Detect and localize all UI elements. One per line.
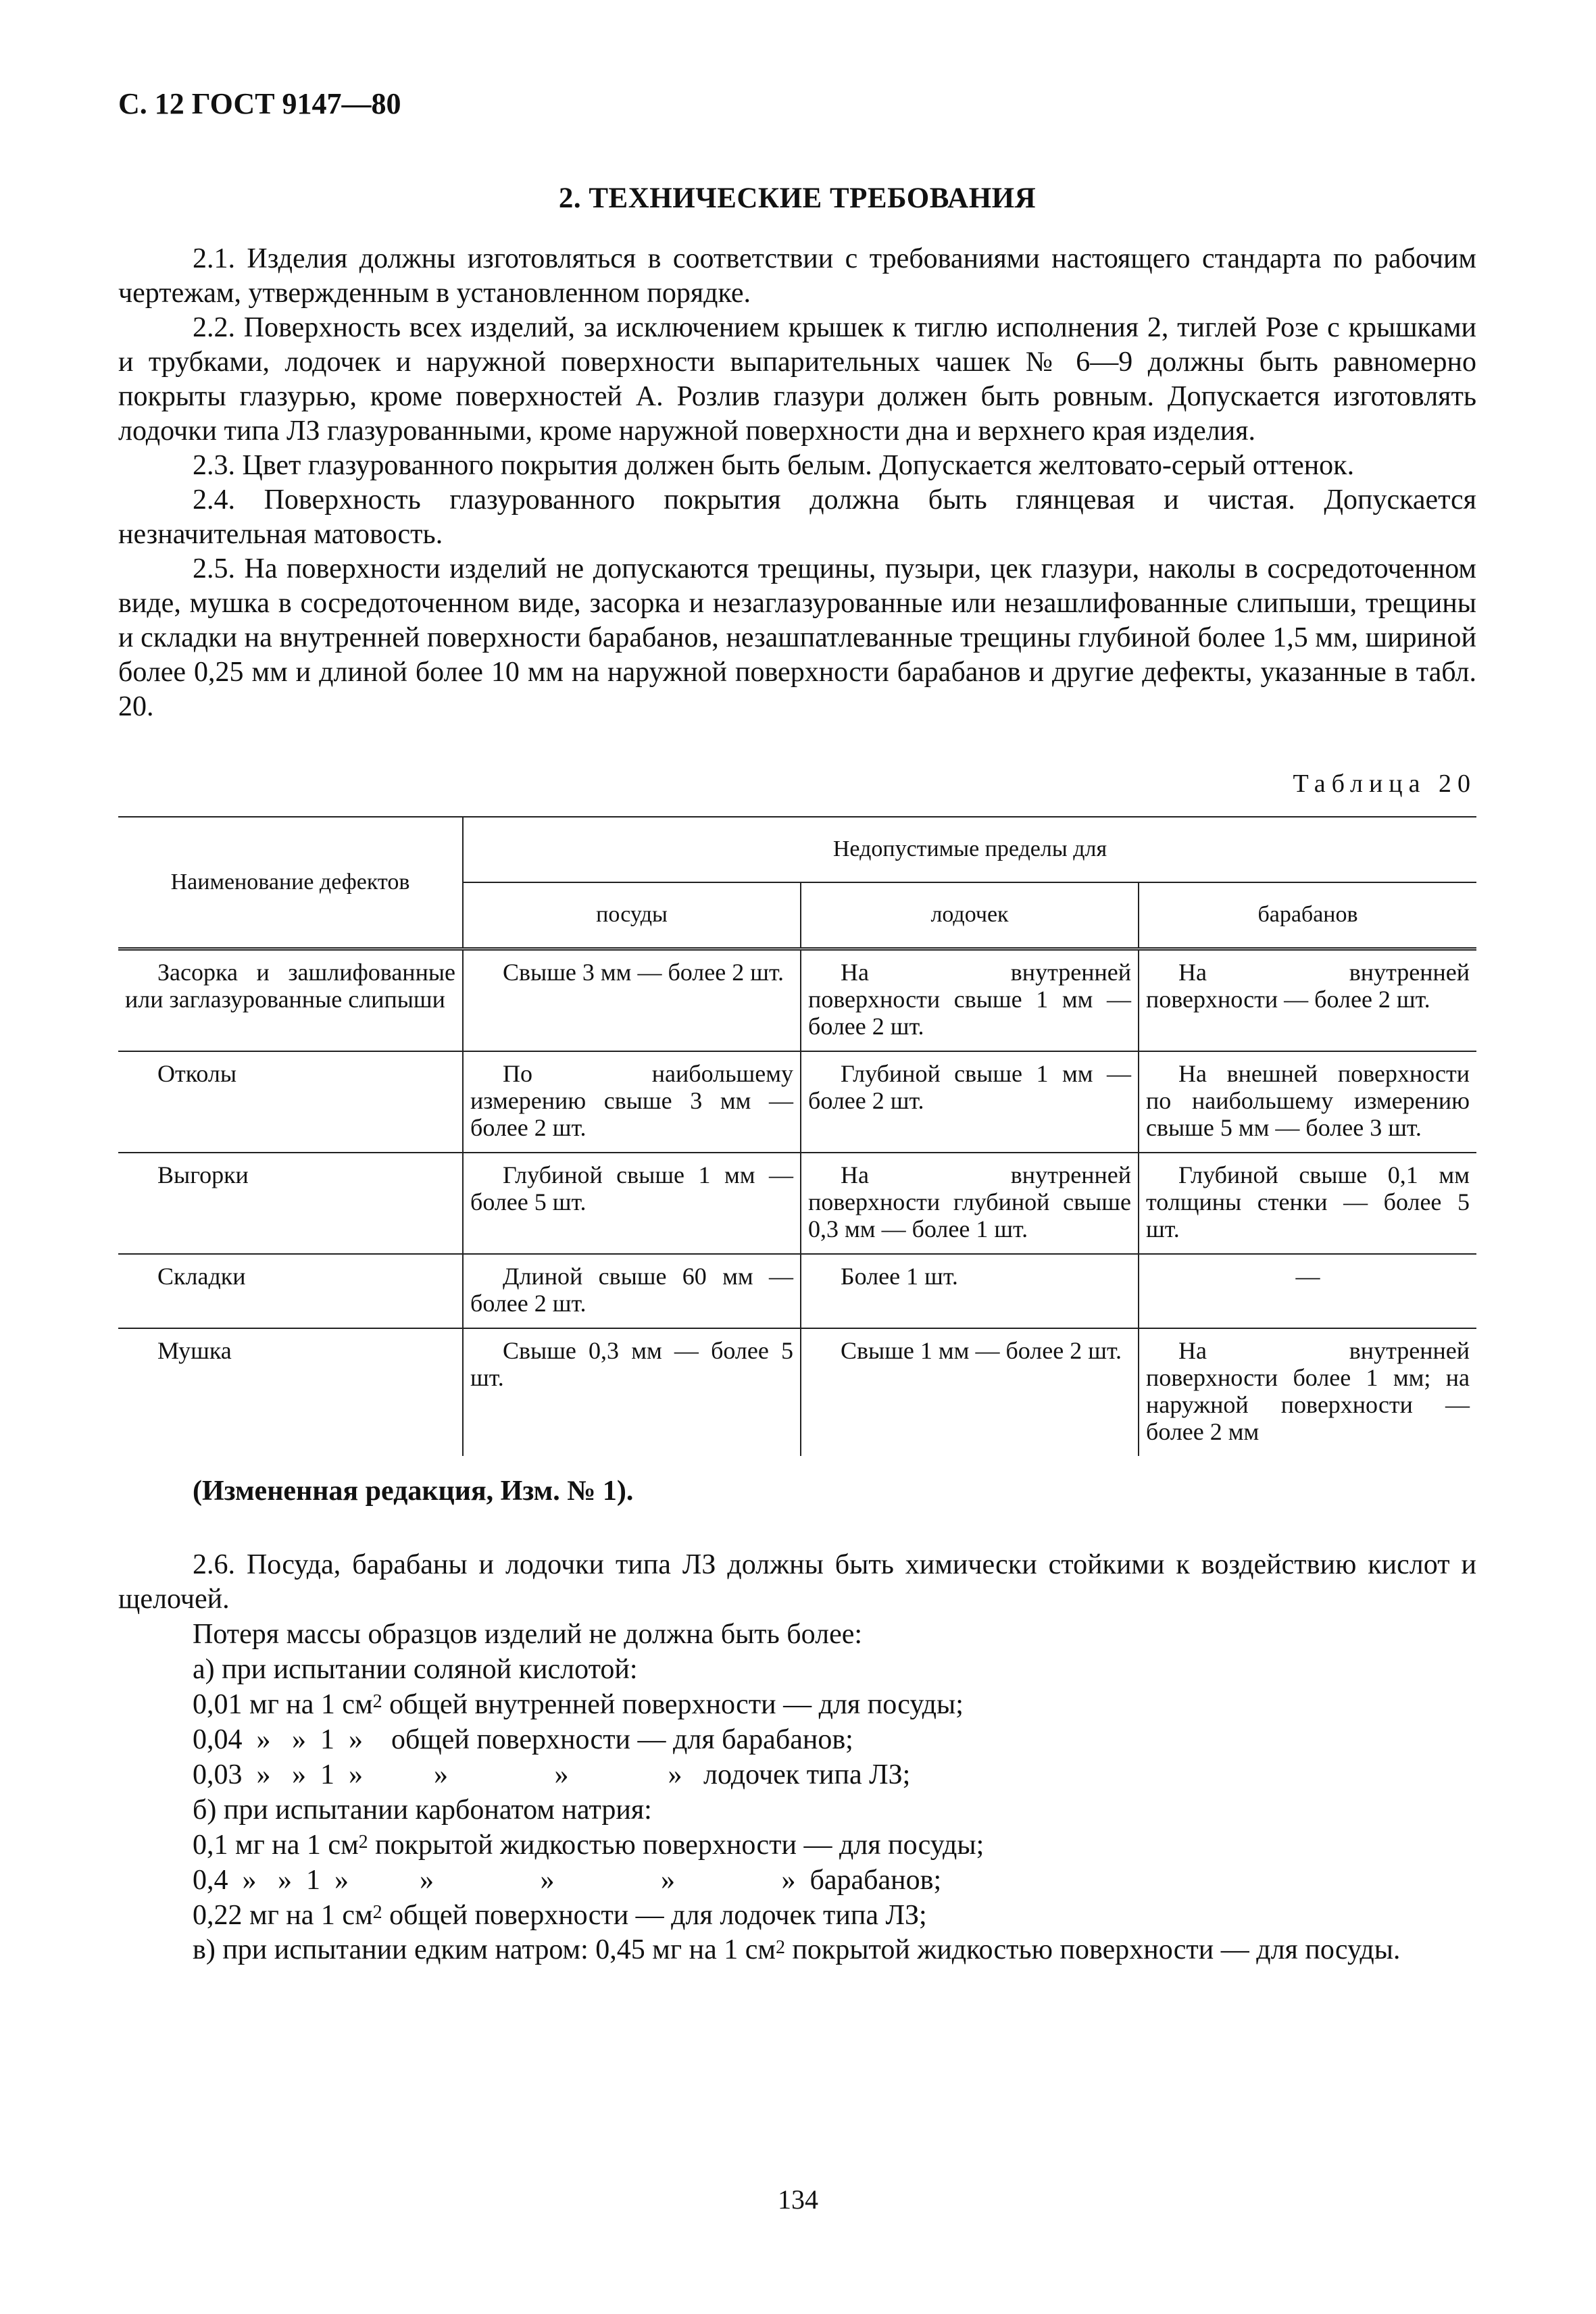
paragraph-2-5: 2.5. На поверхности изделий не допускаются трещины, пузыри, цек глазури, наколы в сосредоточенном виде, мушка в сосредоточенном виде, засорка и незаглазурованные или незашлифованные слипыши, трещины и складки на внутренней поверхности барабанов, незашпатлеванные трещины глубиной более 1,5 мм, шириной более 0,25 мм и длиной более 10 мм на наружной поверхности барабанов и другие дефекты, указанные в табл. 20. [118, 553, 1476, 722]
superscript: 2 [358, 1832, 368, 1853]
item-b-line-1 [193, 1828, 1476, 1863]
header-limits-group: Недопустимые пределы для [463, 817, 1476, 882]
text: покрытой жидкостью поверхности — для посуды. [784, 1934, 1401, 1965]
document-page [118, 86, 1476, 1967]
cell-barabanov: — [1139, 1254, 1476, 1328]
text: 0,22 мг на 1 см [193, 1900, 373, 1931]
cell-lodochek: На внутренней поверхности глубиной свыше 0,3 мм — более 1 шт. [801, 1153, 1139, 1254]
item-b-title: б) при испытании карбонатом натрия: [193, 1794, 652, 1826]
table-caption: Таблица 20 [1293, 770, 1476, 798]
cell-barabanov: На внутренней поверхности — более 2 шт. [1139, 949, 1476, 1052]
header-posuda: посуды [463, 882, 801, 949]
item-a-line-3: 0,03 » » 1 » » » » лодочек типа ЛЗ; [193, 1759, 911, 1790]
paragraph-2-4: 2.4. Поверхность глазурованного покрытия должна быть глянцевая и чистая. Допускается незначительная матовость. [118, 484, 1476, 550]
cell-defect: Отколы [118, 1051, 463, 1153]
text: в) при испытании едким натром: 0,45 мг на 1 см [193, 1934, 776, 1965]
item-c [118, 1933, 1476, 1967]
page-number: 134 [778, 2184, 818, 2215]
cell-posuda: По наибольшему измерению свыше 3 мм — более 2 шт. [463, 1051, 801, 1153]
cell-posuda: Глубиной свыше 1 мм — более 5 шт. [463, 1153, 801, 1254]
cell-lodochek: Свыше 1 мм — более 2 шт. [801, 1328, 1139, 1456]
item-b-line-2: 0,4 » » 1 » » » » » барабанов; [193, 1865, 942, 1896]
table-header-row-1 [118, 817, 1476, 882]
paragraph-2-6: 2.6. Посуда, барабаны и лодочки типа ЛЗ должны быть химически стойкими к воздействию кислот и щелочей. [118, 1549, 1476, 1615]
cell-barabanov: На внутренней поверхности более 1 мм; на наружной поверхности — более 2 мм [1139, 1328, 1476, 1456]
paragraph-2-1: 2.1. Изделия должны изготовляться в соответствии с требованиями настоящего стандарта по рабочим чертежам, утвержденным в установленном порядке. [118, 243, 1476, 309]
page-header: С. 12 ГОСТ 9147—80 [118, 87, 401, 120]
requirements-paragraphs [118, 242, 1476, 724]
amendment-note: (Измененная редакция, Изм. № 1). [193, 1476, 634, 1507]
cell-lodochek: Глубиной свыше 1 мм — более 2 шт. [801, 1051, 1139, 1153]
loss-intro: Потеря массы образцов изделий не должна быть более: [193, 1619, 863, 1650]
table-row [118, 949, 1476, 1052]
cell-defect: Засорка и зашлифованные или заглазурованные слипыши [118, 949, 463, 1052]
cell-posuda: Свыше 0,3 мм — более 5 шт. [463, 1328, 801, 1456]
cell-barabanov: На внешней поверхности по наибольшему измерению свыше 5 мм — более 3 шт. [1139, 1051, 1476, 1153]
text: 0,1 мг на 1 см [193, 1830, 359, 1861]
table-row [118, 1254, 1476, 1328]
cell-posuda: Длиной свыше 60 мм — более 2 шт. [463, 1254, 801, 1328]
text: общей внутренней поверхности — для посуды; [382, 1689, 964, 1720]
item-a-line-2: 0,04 » » 1 » общей поверхности — для барабанов; [193, 1724, 853, 1755]
chemical-resistance-section [118, 1548, 1476, 1967]
item-a-line-1 [193, 1687, 1476, 1722]
item-a-title: а) при испытании соляной кислотой: [193, 1654, 638, 1685]
header-defect-name: Наименование дефектов [118, 817, 463, 949]
header-barabanov: барабанов [1139, 882, 1476, 949]
table-row [118, 1153, 1476, 1254]
paragraph-2-3: 2.3. Цвет глазурованного покрытия должен быть белым. Допускается желтовато-серый оттенок. [193, 450, 1355, 481]
cell-defect: Выгорки [118, 1153, 463, 1254]
cell-barabanov: Глубиной свыше 0,1 мм толщины стенки — более 5 шт. [1139, 1153, 1476, 1254]
header-lodochek: лодочек [801, 882, 1139, 949]
defects-table [118, 816, 1476, 1456]
paragraph-2-2: 2.2. Поверхность всех изделий, за исключением крышек к тиглю исполнения 2, тиглей Розе с крышками и трубками, лодочек и наружной поверхности выпарительных чашек № 6—9 должны быть равномерно покрыты глазурью, кроме поверхностей А. Розлив глазури должен быть ровным. Допускается изготовлять лодочки типа ЛЗ глазурованными, кроме наружной поверхности дна и верхнего края изделия. [118, 312, 1476, 447]
text: 0,01 мг на 1 см [193, 1689, 373, 1720]
cell-lodochek: На внутренней поверхности свыше 1 мм — более 2 шт. [801, 949, 1139, 1052]
text: общей поверхности — для лодочек типа ЛЗ; [382, 1900, 927, 1931]
superscript: 2 [775, 1937, 785, 1958]
text: покрытой жидкостью поверхности — для посуды; [368, 1830, 984, 1861]
section-title: 2. ТЕХНИЧЕСКИЕ ТРЕБОВАНИЯ [558, 182, 1037, 214]
cell-defect: Мушка [157, 1337, 232, 1364]
table-row [118, 1051, 1476, 1153]
superscript: 2 [372, 1691, 382, 1712]
cell-lodochek: Более 1 шт. [801, 1254, 1139, 1328]
item-b-line-3 [193, 1898, 1476, 1933]
cell-posuda: Свыше 3 мм — более 2 шт. [463, 949, 801, 1052]
cell-defect: Складки [118, 1254, 463, 1328]
superscript: 2 [372, 1902, 382, 1923]
table-row [118, 1328, 1476, 1456]
